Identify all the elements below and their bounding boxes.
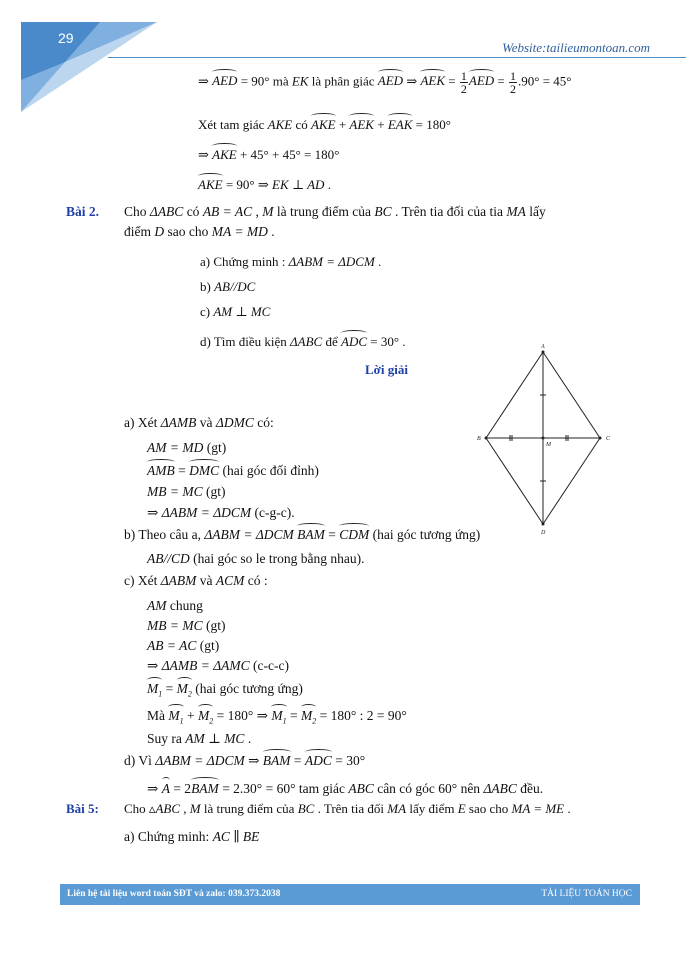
math: MA = MD: [211, 224, 268, 239]
text: = 2: [169, 781, 192, 796]
solution-c-1: [147, 598, 203, 614]
corner-decoration: [0, 0, 170, 120]
footer-bar: [60, 884, 640, 905]
math: AB//DC: [214, 279, 256, 294]
text: (hai góc tương ứng): [191, 681, 303, 696]
fraction: [460, 70, 468, 95]
website-label: Website:tailieumontoan.com: [502, 40, 650, 55]
text: (c-g-c).: [251, 505, 295, 520]
text: Cho: [124, 204, 150, 219]
math: ΔABM: [160, 573, 197, 588]
text: (gt): [196, 638, 220, 653]
text: (gt): [202, 484, 226, 499]
text: có: [183, 204, 203, 219]
text: .: [267, 224, 275, 239]
math: MB = MC: [147, 484, 203, 499]
text: (c-c-c): [249, 658, 289, 673]
math: ΔAMB = ΔAMC: [161, 658, 250, 673]
text: ⇒: [147, 505, 162, 520]
text: +: [335, 117, 350, 132]
point-label-m: M: [546, 442, 551, 448]
text: +: [183, 708, 198, 723]
text: . Trên tia đối: [314, 801, 388, 816]
subscript: 1: [158, 689, 163, 699]
text: sao cho: [465, 801, 512, 816]
text: =: [174, 463, 190, 478]
text: b) Theo câu a,: [124, 527, 205, 542]
solution-a-2: [147, 463, 319, 479]
point-label-b: B: [477, 436, 481, 442]
question-c: [200, 304, 270, 320]
angle: DMC: [189, 463, 220, 478]
text: và: [196, 573, 216, 588]
math: M: [262, 204, 274, 219]
solution-a-head: [124, 415, 274, 431]
text: ⇒: [147, 658, 162, 673]
page-number: 29: [58, 30, 74, 46]
prev-line-3: [198, 147, 339, 163]
text: Cho: [124, 801, 149, 816]
text: . Trên tia đối của tia: [391, 204, 507, 219]
problem-5-question-a: [124, 829, 259, 845]
text: có:: [253, 415, 274, 430]
problem-2-label: Bài 2.: [66, 204, 100, 219]
text: = 30° .: [367, 334, 406, 349]
text: đều.: [516, 781, 544, 796]
angle: AMB: [147, 463, 175, 478]
numerator: 1: [460, 69, 467, 83]
text: có :: [244, 573, 268, 588]
footer-contact: Liên hệ tài liệu word toán SĐT và zalo: 039.373.2038: [67, 889, 281, 899]
text: b): [200, 279, 215, 294]
text: .90° = 45°: [518, 73, 572, 89]
text: =: [286, 708, 301, 723]
text: ,: [180, 801, 190, 816]
text: = 2.30° = 60° tam giác: [218, 781, 349, 796]
text: =: [494, 73, 509, 89]
question-a: [200, 254, 381, 270]
text: (hai góc đối đỉnh): [219, 463, 319, 478]
math: E: [457, 801, 466, 816]
text: d) Vì: [124, 753, 156, 768]
text: cân có góc 60° nên: [373, 781, 484, 796]
text: c) Xét: [124, 573, 161, 588]
math: ΔABC: [483, 781, 517, 796]
problem-2-statement-1: [124, 204, 546, 220]
angle: [147, 681, 162, 699]
math: AKE: [267, 117, 293, 132]
subscript: 2: [312, 716, 317, 726]
text: (gt): [203, 440, 227, 455]
math: ΔAMB: [160, 415, 197, 430]
math: AM = MD: [147, 440, 204, 455]
denominator: 2: [510, 82, 517, 96]
text: =: [290, 753, 305, 768]
angle: ADC: [341, 334, 367, 349]
footer-brand: TÀI LIỆU TOÁN HỌC: [541, 889, 632, 899]
text: ⇒: [198, 147, 213, 162]
solution-d: [124, 753, 365, 769]
text: ,: [252, 204, 263, 219]
angle: AEK: [349, 117, 374, 132]
solution-b: [124, 527, 480, 543]
problem-2-statement-2: [124, 224, 275, 240]
angle: CDM: [339, 527, 370, 542]
text: để: [322, 334, 341, 349]
text: ⇒: [403, 73, 421, 89]
math: EK: [291, 73, 309, 89]
angle: AED: [468, 73, 495, 89]
math: ABC: [348, 781, 374, 796]
text: Xét tam giác: [198, 117, 268, 132]
solution-c-5: [147, 681, 303, 699]
math: M: [176, 681, 188, 696]
solution-title: Lời giải: [365, 362, 408, 377]
text: (hai góc so le trong bằng nhau).: [189, 551, 365, 566]
math: AM ⊥ MC: [213, 304, 271, 319]
text: ⇒: [198, 73, 213, 89]
math: D: [154, 224, 165, 239]
text: a) Chứng minh :: [200, 254, 289, 269]
text: có: [292, 117, 312, 132]
text: là trung điểm của: [200, 801, 298, 816]
angle: BAM: [191, 781, 219, 796]
prev-line-4: [198, 177, 331, 193]
math: AC ∥ BE: [212, 829, 260, 844]
subscript: 1: [282, 716, 287, 726]
text: chung: [166, 598, 203, 613]
angle: [271, 708, 286, 726]
text: điểm: [124, 224, 155, 239]
math: MA: [506, 204, 526, 219]
fraction: [509, 70, 517, 95]
text: =: [162, 681, 177, 696]
point-label-c: C: [606, 436, 611, 442]
angle: [168, 708, 183, 726]
prev-line-1: [198, 70, 572, 95]
solution-c-7: [147, 731, 251, 747]
text: = 30°: [331, 753, 366, 768]
solution-a-4: [147, 505, 295, 521]
text: (gt): [202, 618, 226, 633]
text: (hai góc tương ứng): [369, 527, 481, 542]
question-d: [200, 334, 406, 350]
math: AB = AC: [147, 638, 197, 653]
text: c): [200, 304, 214, 319]
point-label-a: A: [541, 344, 545, 350]
angle: A: [161, 781, 170, 796]
text: ⇒: [147, 781, 162, 796]
math: ΔDMC: [215, 415, 254, 430]
text: =: [324, 527, 340, 542]
subscript: 2: [187, 689, 192, 699]
solution-a-3: [147, 484, 225, 500]
angle: [301, 708, 316, 726]
text: .: [374, 254, 382, 269]
solution-b-2: [147, 551, 364, 567]
text: .: [564, 801, 571, 816]
math: BC: [374, 204, 392, 219]
text: + 45° + 45° = 180°: [236, 147, 340, 162]
math: M: [300, 708, 313, 723]
text: +: [373, 117, 388, 132]
math: ACM: [215, 573, 245, 588]
math: ΔABC: [149, 204, 184, 219]
text: lấy: [525, 204, 546, 219]
solution-d-2: [147, 781, 543, 797]
text: lấy điểm: [406, 801, 458, 816]
math: M: [198, 708, 210, 723]
text: a) Xét: [124, 415, 161, 430]
problem-5-statement: [124, 801, 571, 817]
angle: ADC: [304, 753, 332, 768]
math: M: [147, 681, 159, 696]
text: .: [244, 731, 252, 746]
numerator: 1: [510, 69, 517, 83]
math: EK ⊥ AD: [272, 177, 325, 192]
math: M: [189, 801, 201, 816]
prev-line-2: [198, 117, 451, 133]
point-label-d: D: [541, 530, 546, 536]
math: ΔABM = ΔDCM: [161, 505, 252, 520]
math: AB = AC: [202, 204, 253, 219]
rhombus-diagram: [470, 340, 620, 540]
angle: [198, 708, 213, 726]
angle: AEK: [420, 73, 446, 89]
math: ΔABM = ΔDCM: [204, 527, 294, 542]
math: MA: [387, 801, 407, 816]
denominator: 2: [460, 82, 467, 96]
subscript: 2: [209, 716, 214, 726]
text: sao cho: [164, 224, 212, 239]
header-divider: [108, 57, 686, 58]
solution-c-2: [147, 618, 225, 634]
text: =: [445, 73, 459, 89]
math: AM ⊥ MC: [185, 731, 245, 746]
solution-c-head: [124, 573, 268, 589]
text: .: [324, 177, 331, 192]
math: BC: [297, 801, 315, 816]
subscript: 1: [179, 716, 184, 726]
angle: AKE: [212, 147, 237, 162]
question-b: [200, 279, 255, 295]
text: = 180°: [412, 117, 451, 132]
text: ⇒: [244, 753, 263, 768]
text: = 90° ⇒: [222, 177, 272, 192]
text: là trung điểm của: [273, 204, 375, 219]
angle: EAK: [387, 117, 413, 132]
angle: [177, 681, 192, 699]
text: Suy ra: [147, 731, 186, 746]
text: = 180° ⇒: [213, 708, 272, 723]
angle: BAM: [262, 753, 291, 768]
solution-c-6: [147, 708, 407, 726]
text: = 90° mà: [237, 73, 292, 89]
solution-c-3: [147, 638, 219, 654]
angle: AKE: [198, 177, 223, 192]
solution-a-1: [147, 440, 226, 456]
solution-c-4: [147, 658, 289, 674]
text: = 180° : 2 = 90°: [316, 708, 407, 723]
math: M: [168, 708, 180, 723]
math: ▵ABC: [148, 801, 180, 816]
angle: AKE: [311, 117, 336, 132]
angle: BAM: [297, 527, 325, 542]
math: MB = MC: [147, 618, 203, 633]
text: a) Chứng minh:: [124, 829, 213, 844]
text: Mà: [147, 708, 169, 723]
math: AM: [147, 598, 167, 613]
math: ΔABC: [290, 334, 323, 349]
angle: AED: [212, 73, 238, 89]
text: và: [196, 415, 216, 430]
math: AB//CD: [147, 551, 190, 566]
math: ΔABM = ΔDCM: [288, 254, 375, 269]
angle: AED: [377, 73, 404, 89]
text: d) Tìm điều kiện: [200, 334, 291, 349]
problem-5-label: Bài 5:: [66, 801, 99, 816]
math: ΔABM = ΔDCM: [155, 753, 245, 768]
math: MA = ME: [511, 801, 565, 816]
text: là phân giác: [308, 73, 378, 89]
math: M: [271, 708, 283, 723]
